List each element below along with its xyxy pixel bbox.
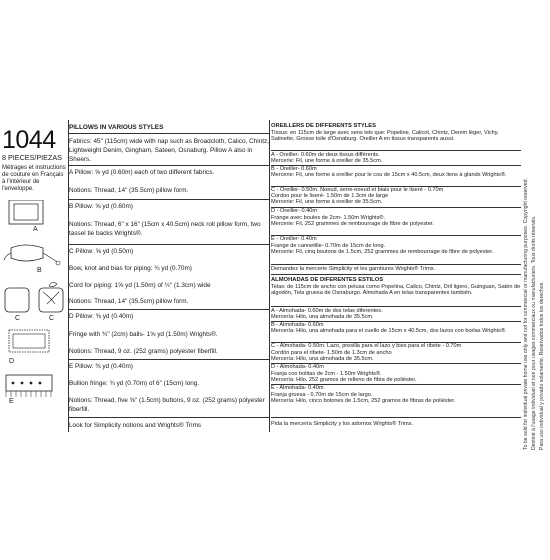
en-footer: Look for Simplicity notions and Wrights® Trims xyxy=(69,422,202,429)
en-a-pillow: A Pillow: ⅝ yd (0.60m) each of two different fabrics. xyxy=(69,169,215,176)
en-rule xyxy=(69,165,269,166)
en-rule xyxy=(69,133,269,134)
en-rule xyxy=(69,244,269,245)
french-note: Métrages et instructions de couture en Français à l'intérieur de l'enveloppe. xyxy=(2,165,66,192)
fr-rule xyxy=(271,274,521,275)
en-c-bow: Bow, knot and bias for piping: ¾ yd (0.70m) xyxy=(69,265,192,272)
pattern-id-block xyxy=(2,128,66,193)
en-rule xyxy=(69,199,269,200)
fr-tissus: Tissus: en 115cm de large avec sens tels que: Popeline, Calicot, Chintz, Denim léger, Vichy, Satinette, Grosse toile d'Osnaburg. Oreiller A en tissus transparents aussi. xyxy=(271,130,499,143)
thumbnail-drawings xyxy=(3,200,73,460)
en-c-cord: Cord for piping: 1⅝ yd (1.50m) of ½" (1.3cm) wide xyxy=(69,282,211,289)
en-c-pillow: C Pillow: ⅝ yd (0.50m) xyxy=(69,248,134,255)
fr-b1: B - Oreiller- 0.60m xyxy=(271,166,317,172)
fr-e1: E - Oreiller- 0.40m xyxy=(271,236,317,242)
en-b-notions: Notions: Thread, 6" x 16" (15cm x 40.5cm) neck roll pillow form, two tassel tie backs Wrights®. xyxy=(69,221,261,237)
es-b2: Mercería: Hilo, una almohada para el cuello de 15cm x 40.5cm, dos lazos con borlas Wrights®. xyxy=(271,328,507,334)
en-rule xyxy=(69,417,269,418)
pillow-c-drawing-2 xyxy=(39,282,63,312)
en-fabrics: Fabrics: 45" (115cm) wide with nap such as Broadcloth, Calico, Chintz, Lightweight Denim, Gingham, Sateen, Osnaburg. Pillow A also in Sheers. xyxy=(69,138,269,163)
en-c-notions: Notions: Thread, 14" (35.5cm) pillow form. xyxy=(69,298,189,305)
fr-a2: Mercerie: Fil, une forme à oreiller de 35.5cm. xyxy=(271,158,383,164)
fr-c1: C - Oreiller- 0.50m. Noeud, serre-noeud et biais pour le liseré - 0.70m xyxy=(271,187,444,193)
en-rule xyxy=(69,359,269,360)
es-rule xyxy=(271,417,521,418)
thumb-label-d: D xyxy=(9,358,15,365)
fr-d1: D - Oreiller- 0.40m xyxy=(271,208,318,214)
en-d-notions: Notions: Thread, 9 oz. (252 grams) polyester fiberfill. xyxy=(69,348,218,355)
thumb-label-c1: C xyxy=(15,315,21,322)
es-d2: Franja con bolitas de 2cm - 1.50m Wrights®. xyxy=(271,371,382,377)
es-d3: Mercería: Hilo, 252 gramos de relleno de fibra de poliéster. xyxy=(271,377,417,383)
pillow-b-drawing xyxy=(4,245,60,265)
thumb-label-a: A xyxy=(33,226,38,233)
fr-rule xyxy=(271,264,521,265)
en-e-bullion: Bullion fringe: ¾ yd (0.70m) of 6" (15cm) long. xyxy=(69,380,200,387)
fr-b2: Mercerie: Fil, une forme à oreiller pour le cou de 15cm x 40.5cm, deux liens à glands Wrights®. xyxy=(271,172,507,178)
pillow-thumbnails xyxy=(3,200,69,465)
es-b1: B - Almohada- 0.60m xyxy=(271,322,324,328)
fr-footer: Demandez la mercerie Simplicity et les garnitures Wrights® Trims. xyxy=(271,266,436,272)
en-e-pillow: E Pillow: ⅜ yd (0.40m) xyxy=(69,363,133,370)
en-e-notions: Notions: Thread, five ⅝" (1.5cm) buttons, 9 oz. (252 grams) polyester fiberfill. xyxy=(69,397,265,413)
es-footer: Pida la mercería Simplicity y los adornos Wrights® Trims. xyxy=(271,421,414,427)
es-c1: C - Almohada- 0.50m. Lazo, presilla para el lazo y bies para el ribete - 0.70m xyxy=(271,343,462,349)
fr-rule xyxy=(271,150,521,151)
thumb-label-b: B xyxy=(37,267,42,274)
fr-d3: Mercerie: Fil, 252 grammes de rembourrage de fibre de polyester. xyxy=(271,221,434,227)
en-d-fringe: Fringe with ¾" (2cm) balls- 1⅝ yd (1.50m) Wrights®. xyxy=(69,331,218,338)
es-c3: Mercería: Hilo, una almohada de 35.5cm. xyxy=(271,356,374,362)
pattern-number: 1044 xyxy=(2,126,56,154)
divider-middle xyxy=(269,120,270,432)
en-heading: PILLOWS IN VARIOUS STYLES xyxy=(69,124,164,131)
thumb-label-c2: C xyxy=(49,315,55,322)
es-a1: A - Almohada- 0.60m de dos telas diferentes. xyxy=(271,308,383,314)
fr-e3: Mercerie: Fil, cinq boutons de 1.5cm, 252 grammes de rembourrage de fibre de polyester. xyxy=(271,249,494,255)
es-telas: Telas: de 115cm de ancho con pelusa como Popelina, Calico, Chintz, Dril ligero, Guinguan, Satén de algodón, Tela gruesa de Osnaburgo. Almohada A en telas transparentes también. xyxy=(271,284,521,297)
en-b-pillow: B Pillow: ⅝ yd (0.60m) xyxy=(69,203,133,210)
es-rule xyxy=(271,306,521,307)
es-a2: Mercería: Hilo, una almohada de 35.5cm. xyxy=(271,314,374,320)
pillow-a-drawing xyxy=(9,200,43,224)
es-c2: Cordón para el ribete- 1.50m de 1.3cm de ancho xyxy=(271,350,392,356)
es-e1: E - Almohada- 0.40m xyxy=(271,385,324,391)
fr-c2: Cordon pour le liseré- 1.50m de 1.3cm de large xyxy=(271,193,389,199)
fr-c3: Mercerie: Fil, une forme à oreiller de 35.5cm. xyxy=(271,199,383,205)
legal-text-3: Para uso individual y privado solamente. Reservados todos los derechos. xyxy=(539,281,545,450)
en-rule xyxy=(69,309,269,310)
pillow-d-drawing xyxy=(9,330,49,352)
legal-text-1: To be sold for individual private home use only and not for commercial or manufacturing purposes. Copyright reserved. xyxy=(523,178,529,450)
pillow-c-drawing-1 xyxy=(5,288,29,312)
fr-d2: Frange avec boules de 2cm- 1.50m Wrights®. xyxy=(271,215,386,221)
es-d1: D - Almohada- 0.40m xyxy=(271,364,324,370)
fr-e2: Frange de cannetille- 0.70m de 15cm de long. xyxy=(271,243,386,249)
es-heading: ALMOHADAS DE DIFERENTES ESTILOS xyxy=(271,277,384,283)
fr-a1: A - Oreiller- 0.60m de deux tissus différents. xyxy=(271,152,380,158)
es-e2: Franja gruesa - 0.70m de 15cm de largo. xyxy=(271,392,373,398)
pieces-count: 8 PIECES/PIEZAS xyxy=(2,153,62,162)
fr-heading: OREILLERS DE DIFFERENTS STYLES xyxy=(271,123,376,129)
es-e3: Mercería: Hilo, cinco botones de 1.5cm, 252 gramos de fibras de poliéster. xyxy=(271,398,456,404)
thumb-label-e: E xyxy=(9,398,14,405)
legal-text-2: Destiné à l'usage individuel et non pour usages commerciaux ou manufacturiers. Tous droits réservés. xyxy=(531,215,537,450)
en-a-notions: Notions: Thread, 14" (35.5cm) pillow form. xyxy=(69,187,189,194)
en-d-pillow: D Pillow: ⅜ yd (0.40m) xyxy=(69,313,134,320)
pillow-e-drawing xyxy=(6,375,52,397)
